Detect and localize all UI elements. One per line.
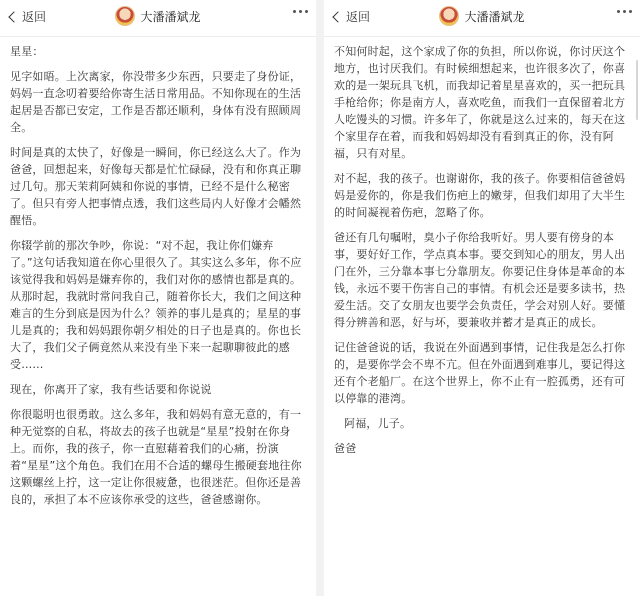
scrollbar[interactable] [636,60,638,120]
avatar[interactable] [439,6,459,26]
letter-paragraph: 你很聪明也很勇敢。这么多年，我和妈妈有意无意的，有一种无觉察的自私，将故去的孩子也就是“星星”投射在你身上。而你，我的孩子，你一直慰藉着我们的心痛，扮演着“星星”这个角色。我们在用不合适的螺母生搬硬套地往你这颗螺丝上拧，这一定让你很疲惫，也很迷茫。但你还是善良的，承担了本不应该你承受的这些，爸爸感谢你。 [10,408,302,506]
more-options-icon[interactable] [617,10,632,13]
right-phone-screen [324,0,640,596]
panel-divider [316,0,324,596]
letter-body [324,37,640,457]
avatar[interactable] [115,6,135,26]
letter-paragraph: 记住爸爸说的话，我说在外面遇到事情，记住我是怎么打你的，是要你学会不卑不亢。但在外面遇到难事儿，要记得这还有个老船厂。在这个世界上，你不止有一腔孤勇，还有可以停靠的港湾。 [334,341,626,405]
back-label: 返回 [346,10,371,24]
nav-bar [324,0,640,37]
letter-paragraph: 现在，你离开了家，我有些话要和你说说 [10,383,212,396]
letter-paragraph: 不知何时起，这个家成了你的负担，所以你说，你讨厌这个地方，也讨厌我们。有时候细想起来，也许很多次了，你喜欢的是一架玩具飞机，而我却记着星星喜欢的，买一把玩具手枪给你；你是南方人，喜欢吃鱼，而我们一直保留着北方人吃馒头的习惯。许多年了，你就是这么过来的，每天在这个家里存在着，而我和妈妈却没有看到真正的你，没有阿福，只有对星。 [334,45,626,160]
letter-paragraph: 见字如晤。上次离家，你没带多少东西，只要走了身份证，妈妈一直念叨着要给你寄生活日常用品。不知你现在的生活起居是否都已安定，工作是否都还顺利，身体有没有照顾周全。 [10,70,302,134]
letter-signature: 爸爸 [334,442,357,455]
account-header[interactable] [0,6,316,26]
account-name: 大潘潘斌龙 [464,9,525,24]
letter-closing: 阿福，儿子。 [344,417,412,430]
account-name: 大潘潘斌龙 [140,9,201,24]
left-phone-screen [0,0,316,596]
more-options-icon[interactable] [293,10,308,13]
letter-paragraph: 对不起，我的孩子。也谢谢你，我的孩子。你要相信爸爸妈妈是爱你的，你是我们伤疤上的嫩芽，但我们却用了大半生的时间凝视着伤疤，忽略了你。 [334,172,626,219]
account-header[interactable] [324,6,640,26]
letter-paragraph: 时间是真的太快了，好像是一瞬间，你已经这么大了。作为爸爸，回想起来，好像每天都是忙忙碌碌，没有和你真正聊过几句。那天茉莉阿姨和你说的事情，已经不是什么秘密了。但只有旁人把事情点透，我们这些局内人好像才会幡然醒悟。 [10,146,302,227]
letter-paragraph: 你辍学前的那次争吵，你说：“对不起，我让你们嫌弃了。”这句话我知道在你心里很久了。其实这么多年，你不应该觉得我和妈妈是嫌弃你的，我们对你的感情也都是真的。从那时起，我就时常问我自己，随着你长大，我们之间这种难言的生分到底是因为什么？领养的事儿是真的；星星的事儿是真的；我和妈妈跟你朝夕相处的日子也是真的。你也长大了，我们父子俩竟然从来没有坐下来一起聊聊彼此的感受…… [10,239,302,371]
letter-greeting: 星星： [10,45,44,58]
back-label: 返回 [22,10,47,24]
letter-paragraph: 爸还有几句嘱咐，臭小子你给我听好。男人要有傍身的本事，要好好工作，学点真本事。要交到知心的朋友，男人出门在外，三分靠本事七分靠朋友。你要记住身体是革命的本钱，永远不要干伤害自己的事情。有机会还是要多读书，热爱生活。交了女朋友也要学会负责任，学会对别人好。要懂得分辨善和恶，好与坏，要兼收并蓄才是真正的成长。 [334,231,626,329]
nav-bar [0,0,316,37]
letter-body [0,37,316,508]
